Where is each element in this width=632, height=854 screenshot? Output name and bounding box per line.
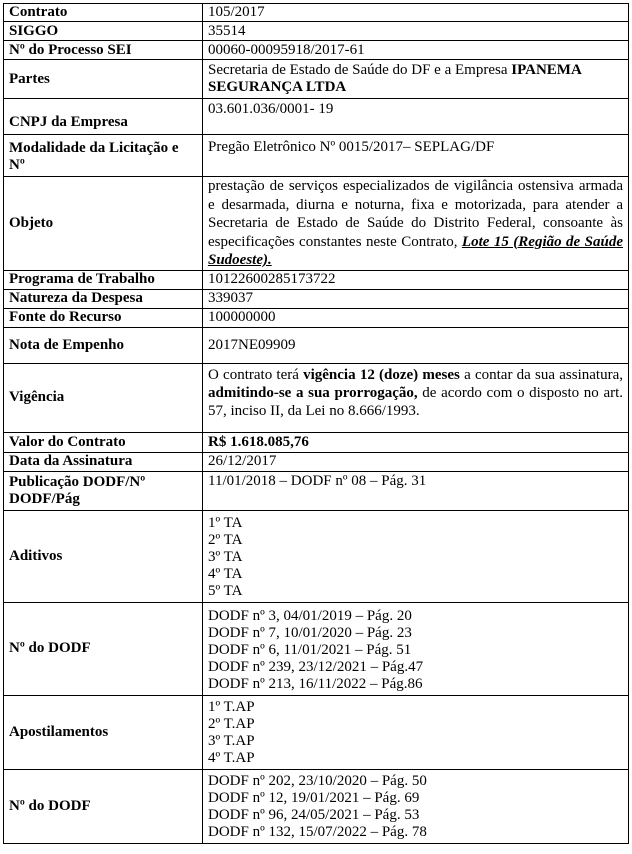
aditivo-item: 1º TA xyxy=(208,514,243,531)
label-vigencia: Vigência xyxy=(4,363,203,432)
row-siggo xyxy=(4,22,629,41)
contract-summary-table xyxy=(3,3,629,844)
row-empenho xyxy=(4,327,629,363)
value-cnpj: 03.601.036/0001- 19 xyxy=(203,99,629,135)
row-aditivos xyxy=(4,510,629,602)
value-contrato: 105/2017 xyxy=(203,4,629,22)
row-publicacao xyxy=(4,471,629,510)
aditivo-item: 2º TA xyxy=(208,531,243,548)
label-contrato: Contrato xyxy=(4,4,203,22)
row-contrato xyxy=(4,4,629,22)
label-partes: Partes xyxy=(4,60,203,99)
value-processo: 00060-00095918/2017-61 xyxy=(203,41,629,60)
value-valor: R$ 1.618.085,76 xyxy=(203,432,629,452)
vigencia-term: vigência 12 (doze) meses xyxy=(303,366,460,383)
aditivo-item: 3º TA xyxy=(208,548,243,565)
row-programa xyxy=(4,270,629,289)
row-processo xyxy=(4,41,629,60)
dodf-item: DODF nº 3, 04/01/2019 – Pág. 20 xyxy=(208,607,412,624)
dodf-item: DODF nº 239, 23/12/2021 – Pág.47 xyxy=(208,658,424,675)
apostilamento-item: 1º T.AP xyxy=(208,698,255,715)
dodf-item: DODF nº 96, 24/05/2021 – Pág. 53 xyxy=(208,806,420,823)
value-modalidade: Pregão Eletrônico Nº 0015/2017– SEPLAG/DF xyxy=(203,135,629,177)
dodf-item: DODF nº 202, 23/10/2020 – Pág. 50 xyxy=(208,772,427,789)
objeto-text: prestação de serviços especializados de vigilância ostensiva armada e desarmada, diurna e noturna, fixa e motorizada, para atender a Secretaria de Estado de Saúde do Distrito Federal, consoante às especificações constantes neste Contrato, xyxy=(208,178,623,250)
value-apostilamentos xyxy=(203,695,629,769)
label-aditivos: Aditivos xyxy=(4,510,203,602)
apostilamento-item: 3º T.AP xyxy=(208,732,255,749)
value-aditivos xyxy=(203,510,629,602)
partes-company-1: IPANEMA xyxy=(511,62,582,78)
value-data: 26/12/2017 xyxy=(203,452,629,471)
row-valor xyxy=(4,432,629,452)
vigencia-text-3: de acordo com o disposto no art. 57, inciso II, da Lei no 8.666/1993. xyxy=(208,384,624,419)
value-programa: 10122600285173722 xyxy=(203,270,629,289)
value-siggo: 35514 xyxy=(203,22,629,41)
label-processo: Nº do Processo SEI xyxy=(4,41,203,60)
label-siggo: SIGGO xyxy=(4,22,203,41)
label-apostilamentos: Apostilamentos xyxy=(4,695,203,769)
label-publicacao: Publicação DODF/Nº DODF/Pág xyxy=(4,471,203,510)
value-dodf-aditivos xyxy=(203,602,629,695)
dodf-item: DODF nº 7, 10/01/2020 – Pág. 23 xyxy=(208,624,412,641)
row-modalidade xyxy=(4,135,629,177)
row-partes xyxy=(4,60,629,99)
value-fonte: 100000000 xyxy=(203,308,629,327)
partes-company-2: SEGURANÇA LTDA xyxy=(208,79,347,95)
row-apostilamentos xyxy=(4,695,629,769)
vigencia-text-1: O contrato terá xyxy=(208,366,304,383)
row-dodf-aditivos xyxy=(4,602,629,695)
dodf-item: DODF nº 132, 15/07/2022 – Pág. 78 xyxy=(208,823,427,840)
row-cnpj xyxy=(4,99,629,135)
label-dodf-aditivos: Nº do DODF xyxy=(4,602,203,695)
partes-text: Secretaria de Estado de Saúde do DF e a Empresa xyxy=(208,62,512,78)
label-dodf-apostilamentos: Nº do DODF xyxy=(4,769,203,843)
label-natureza: Natureza da Despesa xyxy=(4,289,203,308)
dodf-item: DODF nº 213, 16/11/2022 – Pág.86 xyxy=(208,675,423,692)
label-data: Data da Assinatura xyxy=(4,452,203,471)
apostilamento-item: 2º T.AP xyxy=(208,715,255,732)
row-objeto xyxy=(4,177,629,271)
label-programa: Programa de Trabalho xyxy=(4,270,203,289)
value-publicacao: 11/01/2018 – DODF nº 08 – Pág. 31 xyxy=(203,471,629,510)
value-empenho: 2017NE09909 xyxy=(203,327,629,363)
vigencia-text-2: a contar da sua assinatura, xyxy=(459,366,623,383)
objeto-lote: Lote 15 (Região de Saúde Sudoeste). xyxy=(208,233,623,268)
vigencia-extension: admitindo-se a sua prorrogação, xyxy=(208,384,418,401)
row-fonte xyxy=(4,308,629,327)
label-fonte: Fonte do Recurso xyxy=(4,308,203,327)
label-cnpj: CNPJ da Empresa xyxy=(4,99,203,135)
dodf-item: DODF nº 12, 19/01/2021 – Pág. 69 xyxy=(208,789,420,806)
label-valor: Valor do Contrato xyxy=(4,432,203,452)
apostilamento-item: 4º T.AP xyxy=(208,749,255,766)
aditivo-item: 5º TA xyxy=(208,582,243,599)
row-natureza xyxy=(4,289,629,308)
value-natureza: 339037 xyxy=(203,289,629,308)
label-objeto: Objeto xyxy=(4,177,203,271)
row-vigencia xyxy=(4,363,629,432)
value-vigencia xyxy=(203,363,629,432)
label-modalidade: Modalidade da Licitação e Nº xyxy=(4,135,203,177)
value-objeto xyxy=(203,177,629,271)
row-data xyxy=(4,452,629,471)
dodf-item: DODF nº 6, 11/01/2021 – Pág. 51 xyxy=(208,641,412,658)
row-dodf-apostilamentos xyxy=(4,769,629,843)
value-dodf-apostilamentos xyxy=(203,769,629,843)
value-partes xyxy=(203,60,629,99)
aditivo-item: 4º TA xyxy=(208,565,243,582)
label-empenho: Nota de Empenho xyxy=(4,327,203,363)
